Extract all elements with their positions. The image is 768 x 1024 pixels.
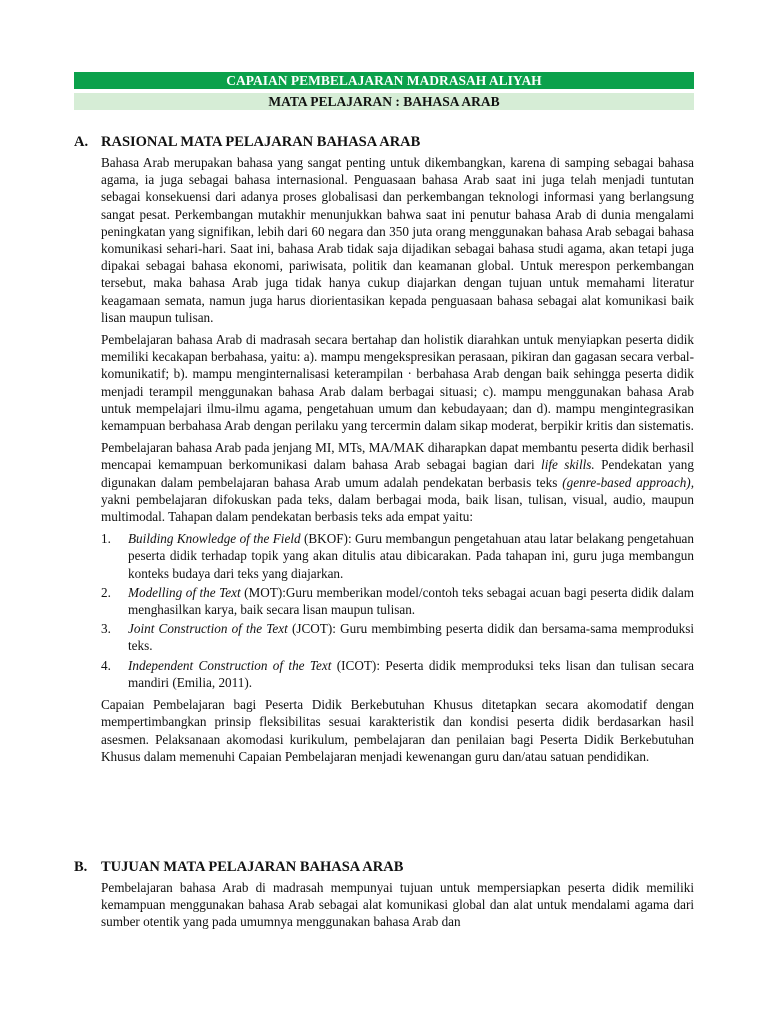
paragraph-3-text-e: yakni pembelajaran difokuskan pada teks, dalam berbagai moda, baik lisan, tulisan, visual, audio, maupun multimodal. Tahapan dalam pendekatan berbasis teks ada empat yaitu: [101,491,694,525]
paragraph-3-life-skills: life skills. [541,457,595,473]
document-title-band: CAPAIAN PEMBELAJARAN MADRASAH ALIYAH [74,72,694,89]
section-b-heading [74,858,694,876]
text-approach-steps-list [101,530,694,691]
list-item-text [128,584,694,618]
list-item-number: 4. [101,657,111,673]
section-a [74,133,694,770]
section-a-body [74,154,694,765]
section-b-title: TUJUAN MATA PELAJARAN BAHASA ARAB [101,859,404,875]
section-b-body [74,879,694,931]
section-b-paragraph-1: Pembelajaran bahasa Arab di madrasah mempunyai tujuan untuk mempersiapkan peserta didik memiliki kemampuan menggunakan bahasa Arab sebagai alat komunikasi global dan alat untuk mendalami agama dari sumber otentik yang pada umumnya menggunakan bahasa Arab dan [101,880,694,930]
list-item-text [128,657,694,691]
list-item [101,584,694,618]
list-item [101,530,694,582]
list-item [101,657,694,691]
list-item-term: Joint Construction of the Text [128,621,288,637]
list-item-text [128,620,694,654]
section-b-letter: B. [74,859,88,875]
list-item-number: 1. [101,531,111,547]
subject-title-band: MATA PELAJARAN : BAHASA ARAB [74,93,694,110]
list-item-desc: (JCOT): Guru membimbing peserta didik dan bersama-sama memproduksi teks. [128,621,694,654]
list-item-desc: (MOT):Guru memberikan model/contoh teks sebagai acuan bagi peserta didik dalam menghasilkan karya, baik secara lisan maupun tulisan. [128,584,694,618]
list-item-number: 3. [101,621,111,637]
section-a-heading [74,133,694,151]
section-a-letter: A. [74,134,89,150]
paragraph-3-genre-based: (genre-based approach), [562,474,694,490]
section-a-paragraph-1: Bahasa Arab merupakan bahasa yang sangat penting untuk dikembangkan, karena di samping sebagai bahasa agama, ia juga sebagai bahasa internasional. Penguasaan bahasa Arab saat ini juga telah menjadi tuntutan sebagai konsekuensi dari adanya proses globalisasi dan perkembangan teknologi informasi yang berlangsung sangat pesat. Perkembangan mutakhir menunjukkan bahwa saat ini penutur bahasa Arab di dunia mengalami peningkatan yang signifikan, lebih dari 60 negara dan 350 juta orang menggunakan bahasa Arab sebagai bahasa komunikasi sehari-hari. Saat ini, bahasa Arab tidak saja dijadikan sebagai bahasa studi agama, akan tetapi juga dipakai sebagai bahasa ekonomi, pariwisata, politik dan keamanan global. Untuk merespon perkembangan tersebut, maka bahasa Arab juga tidak hanya cukup diajarkan dengan tujuan untuk memahami literatur keagamaan semata, namun juga harus diorientasikan kepada penguasaan bahasa sebagai alat komunikasi baik lisan maupun tulisan. [101,155,694,325]
section-a-paragraph-2: Pembelajaran bahasa Arab di madrasah secara bertahap dan holistik diarahkan untuk menyiapkan peserta didik memiliki kecakapan berbahasa, yaitu: a). mampu mengekspresikan perasaan, pikiran dan gagasan secara verbal-komunikatif; b). mampu menginternalisasi keterampilan · berbahasa Arab dengan baik sehingga peserta didik menjadi terampil menggunakan bahasa Arab dalam berbagai situasi; c). mampu menggunakan bahasa Arab untuk mempelajari ilmu-ilmu agama, pengetahuan umum dan kebudayaan; dan d). mampu mengintegrasikan kemampuan berbahasa Arab dengan perilaku yang tercermin dalam sikap moderat, berpikir kritis dan sistematis. [101,332,694,434]
list-item-text [128,530,694,582]
section-a-title: RASIONAL MATA PELAJARAN BAHASA ARAB [101,134,421,150]
list-item-term: Building Knowledge of the Field [128,531,301,547]
list-item-term: Independent Construction of the Text [128,657,332,673]
section-a-paragraph-3 [101,439,694,525]
list-item-term: Modelling of the Text [128,584,241,600]
list-item-desc: (ICOT): Peserta didik memproduksi teks lisan dan tulisan secara mandiri (Emilia, 2011). [128,657,694,690]
paragraph-3-text-a: Pembelajaran bahasa Arab pada jenjang MI, MTs, MA/MAK diharapkan dapat membantu peserta didik berhasil mencapai kemampuan berkomunikasi dalam bahasa Arab sebagai bagian dari [101,440,694,473]
list-item-number: 2. [101,584,111,600]
section-b [74,858,694,936]
paragraph-3-text-c: Pendekatan yang digunakan dalam pembelajaran bahasa Arab umum adalah pendekatan berbasis teks [101,457,694,490]
section-a-paragraph-4: Capaian Pembelajaran bagi Peserta Didik Berkebutuhan Khusus ditetapkan secara akomodatif dengan mempertimbangkan prinsip fleksibilitas sesuai karakteristik dan kondisi peserta didik berdasarkan hasil asesmen. Pelaksanaan akomodasi kurikulum, pembelajaran dan penilaian bagi Peserta Didik Berkebutuhan Khusus dalam memenuhi Capaian Pembelajaran menjadi kewenangan guru dan/atau satuan pendidikan. [101,697,694,764]
list-item-desc: (BKOF): Guru membangun pengetahuan atau latar belakang pengetahuan peserta didik terhadap topik yang akan ditulis atau dibicarakan. Pada tahapan ini, guru juga membangun konteks budaya dari teks yang diajarkan. [128,531,694,581]
list-item [101,620,694,654]
